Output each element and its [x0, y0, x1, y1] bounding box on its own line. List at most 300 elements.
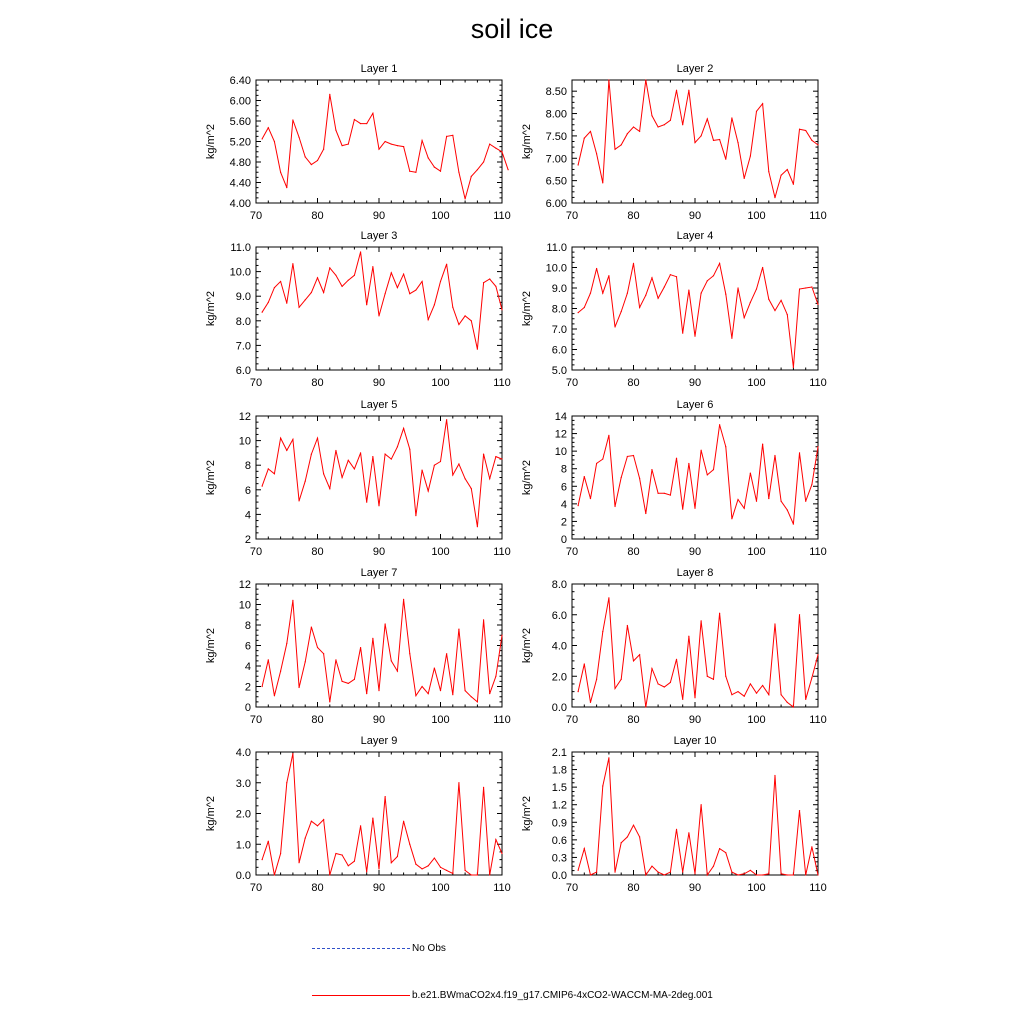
panel-title: Layer 6 — [676, 399, 714, 411]
data-point — [458, 782, 459, 783]
data-point — [403, 146, 404, 147]
data-point — [664, 874, 665, 875]
data-point — [707, 874, 708, 875]
y-tick-label: 6.40 — [229, 75, 251, 87]
data-point — [354, 679, 355, 680]
y-tick-label: 2 — [244, 681, 251, 694]
data-point — [458, 324, 459, 325]
data-point — [578, 164, 579, 165]
data-point — [415, 172, 416, 173]
data-point — [768, 171, 769, 172]
y-tick-label: 4.40 — [229, 177, 251, 190]
data-point — [421, 140, 422, 141]
data-point — [378, 868, 379, 869]
x-tick-label: 100 — [431, 210, 450, 222]
x-tick-label: 110 — [809, 377, 827, 389]
series-line — [262, 420, 502, 527]
data-point — [701, 293, 702, 294]
panel-layer-7 — [205, 567, 511, 726]
data-point — [750, 683, 751, 684]
x-tick-label: 80 — [311, 714, 324, 726]
plot-frame — [256, 80, 502, 203]
data-point — [268, 302, 269, 303]
data-point — [682, 699, 683, 700]
y-tick-label: 8 — [560, 463, 567, 476]
data-point — [799, 810, 800, 811]
x-tick-label: 90 — [372, 546, 386, 558]
y-tick-label: 3.0 — [235, 777, 251, 790]
data-point — [596, 871, 597, 872]
data-point — [495, 839, 496, 840]
data-point — [682, 333, 683, 334]
data-point — [465, 870, 466, 871]
x-tick-label: 110 — [493, 377, 511, 389]
y-tick-label: 1.5 — [551, 782, 567, 795]
legend-model — [312, 990, 713, 1001]
data-point — [670, 274, 671, 275]
data-point — [781, 300, 782, 301]
data-point — [805, 699, 806, 700]
data-point — [713, 140, 714, 141]
x-tick-label: 70 — [249, 546, 263, 558]
data-point — [280, 853, 281, 854]
data-point — [768, 299, 769, 300]
data-point — [280, 438, 281, 439]
data-point — [670, 682, 671, 683]
data-point — [495, 676, 496, 677]
data-point — [329, 488, 330, 489]
data-point — [799, 288, 800, 289]
data-point — [701, 450, 702, 451]
data-point — [391, 143, 392, 144]
y-tick-label: 6 — [244, 640, 251, 653]
x-tick-label: 70 — [249, 210, 263, 222]
data-point — [639, 654, 640, 655]
data-point — [274, 874, 275, 875]
y-tick-label: 10.0 — [229, 266, 251, 279]
x-tick-label: 90 — [372, 377, 386, 389]
data-point — [750, 155, 751, 156]
data-point — [372, 638, 373, 639]
data-point — [483, 619, 484, 620]
data-point — [366, 871, 367, 872]
data-point — [811, 484, 812, 485]
data-point — [768, 873, 769, 874]
legend-solid-line-icon — [312, 995, 410, 996]
series-line — [578, 80, 818, 198]
x-tick-label: 90 — [372, 210, 386, 222]
y-tick-label: 1.8 — [551, 764, 567, 777]
x-tick-label: 90 — [688, 714, 702, 726]
data-point — [403, 599, 404, 600]
data-point — [725, 852, 726, 853]
panel-layer-10 — [521, 735, 827, 894]
data-point — [719, 613, 720, 614]
data-point — [627, 133, 628, 134]
data-point — [446, 653, 447, 654]
data-point — [471, 874, 472, 875]
data-point — [621, 842, 622, 843]
y-tick-label: 14 — [554, 411, 567, 423]
data-point — [658, 126, 659, 127]
data-point — [268, 659, 269, 660]
data-point — [366, 304, 367, 305]
panel-title: Layer 7 — [360, 567, 398, 579]
data-point — [670, 120, 671, 121]
data-point — [651, 866, 652, 867]
data-point — [317, 647, 318, 648]
data-point — [317, 438, 318, 439]
data-point — [811, 140, 812, 141]
plot-frame — [572, 416, 818, 539]
data-point — [428, 157, 429, 158]
data-point — [305, 838, 306, 839]
data-point — [311, 164, 312, 165]
data-point — [360, 123, 361, 124]
panel-title: Layer 3 — [360, 230, 398, 242]
data-point — [483, 282, 484, 283]
data-point — [428, 319, 429, 320]
data-point — [725, 446, 726, 447]
data-point — [614, 506, 615, 507]
data-point — [465, 690, 466, 691]
y-tick-label: 2 — [560, 516, 567, 529]
data-point — [323, 653, 324, 654]
data-point — [329, 701, 330, 702]
x-tick-label: 70 — [565, 714, 579, 726]
data-point — [286, 187, 287, 188]
series-line — [262, 754, 502, 876]
x-tick-label: 70 — [249, 714, 263, 726]
chart-main-title: soil ice — [470, 14, 554, 44]
data-point — [694, 508, 695, 509]
y-tick-label: 0.0 — [551, 870, 567, 882]
y-tick-label: 6.0 — [551, 344, 567, 357]
data-point — [664, 686, 665, 687]
data-point — [298, 137, 299, 138]
data-point — [584, 663, 585, 664]
y-tick-label: 7.0 — [235, 340, 251, 353]
data-point — [434, 667, 435, 668]
data-point — [676, 659, 677, 660]
data-point — [452, 307, 453, 308]
data-point — [744, 178, 745, 179]
data-point — [805, 287, 806, 288]
data-point — [471, 488, 472, 489]
data-point — [633, 126, 634, 127]
data-point — [670, 871, 671, 872]
data-point — [280, 281, 281, 282]
y-tick-label: 7.00 — [545, 153, 567, 166]
data-point — [354, 861, 355, 862]
data-point — [787, 169, 788, 170]
data-point — [750, 302, 751, 303]
data-point — [811, 677, 812, 678]
data-point — [793, 874, 794, 875]
data-point — [639, 131, 640, 132]
data-point — [756, 874, 757, 875]
data-point — [403, 821, 404, 822]
data-point — [707, 474, 708, 475]
data-point — [590, 131, 591, 132]
data-point — [342, 145, 343, 146]
data-point — [645, 79, 646, 80]
data-point — [596, 679, 597, 680]
data-point — [305, 299, 306, 300]
data-point — [590, 498, 591, 499]
data-point — [323, 473, 324, 474]
x-tick-label: 100 — [747, 714, 766, 726]
data-point — [440, 171, 441, 172]
data-point — [750, 870, 751, 871]
data-point — [614, 871, 615, 872]
data-point — [335, 450, 336, 451]
y-tick-label: 10 — [238, 599, 251, 612]
x-tick-label: 80 — [627, 210, 640, 222]
data-point — [391, 458, 392, 459]
data-point — [483, 454, 484, 455]
data-point — [323, 149, 324, 150]
y-tick-label: 4.0 — [235, 747, 251, 759]
data-point — [360, 647, 361, 648]
data-point — [694, 873, 695, 874]
data-point — [415, 864, 416, 865]
panel-layer-1 — [205, 63, 511, 222]
data-point — [664, 493, 665, 494]
x-tick-label: 90 — [688, 882, 702, 894]
data-point — [645, 513, 646, 514]
x-tick-label: 80 — [627, 377, 640, 389]
data-point — [360, 251, 361, 252]
data-point — [274, 695, 275, 696]
panel-layer-2 — [521, 63, 827, 222]
y-tick-label: 2 — [244, 534, 251, 546]
data-point — [645, 706, 646, 707]
data-point — [311, 821, 312, 822]
data-point — [787, 314, 788, 315]
x-tick-label: 110 — [493, 714, 511, 726]
data-point — [477, 701, 478, 702]
data-point — [719, 139, 720, 140]
y-tick-label: 4.00 — [229, 198, 251, 210]
data-point — [458, 172, 459, 173]
data-point — [323, 819, 324, 820]
y-tick-label: 4 — [560, 498, 567, 511]
data-point — [348, 143, 349, 144]
y-tick-label: 4.0 — [551, 640, 567, 653]
data-point — [280, 671, 281, 672]
x-tick-label: 90 — [372, 882, 386, 894]
data-point — [744, 873, 745, 874]
data-point — [409, 449, 410, 450]
data-point — [676, 276, 677, 277]
data-point — [774, 455, 775, 456]
data-point — [658, 493, 659, 494]
data-point — [268, 468, 269, 469]
data-point — [633, 263, 634, 264]
data-point — [731, 694, 732, 695]
data-point — [465, 198, 466, 199]
y-axis-label: kg/m^2 — [521, 123, 533, 160]
data-point — [385, 623, 386, 624]
data-point — [602, 293, 603, 294]
data-point — [713, 679, 714, 680]
data-point — [633, 825, 634, 826]
data-point — [713, 866, 714, 867]
data-point — [471, 320, 472, 321]
data-point — [578, 870, 579, 871]
data-point — [633, 455, 634, 456]
data-point — [458, 629, 459, 630]
data-point — [378, 690, 379, 691]
data-point — [707, 280, 708, 281]
data-point — [415, 695, 416, 696]
x-tick-label: 70 — [249, 377, 263, 389]
data-point — [286, 302, 287, 303]
data-point — [329, 94, 330, 95]
y-tick-label: 0.0 — [551, 702, 567, 714]
data-point — [811, 286, 812, 287]
data-point — [489, 478, 490, 479]
data-point — [434, 167, 435, 168]
data-point — [799, 614, 800, 615]
data-point — [627, 625, 628, 626]
y-tick-label: 6.00 — [229, 95, 251, 108]
y-tick-label: 2.0 — [551, 671, 567, 684]
data-point — [578, 505, 579, 506]
data-point — [397, 856, 398, 857]
data-point — [664, 286, 665, 287]
data-point — [317, 825, 318, 826]
panel-layer-4 — [521, 230, 827, 389]
data-point — [403, 428, 404, 429]
y-tick-label: 10 — [238, 435, 251, 448]
data-point — [799, 129, 800, 130]
data-point — [793, 367, 794, 368]
data-point — [817, 874, 818, 875]
data-point — [262, 138, 263, 139]
panel-title: Layer 5 — [360, 399, 398, 411]
data-point — [489, 278, 490, 279]
data-point — [713, 469, 714, 470]
data-point — [268, 127, 269, 128]
y-tick-label: 8 — [244, 460, 251, 473]
y-tick-label: 6 — [244, 484, 251, 497]
x-tick-label: 100 — [431, 377, 450, 389]
data-point — [627, 456, 628, 457]
y-tick-label: 8.50 — [545, 86, 567, 99]
data-point — [329, 267, 330, 268]
data-point — [578, 312, 579, 313]
y-axis-label: kg/m^2 — [205, 627, 217, 664]
data-point — [458, 463, 459, 464]
data-point — [774, 775, 775, 776]
y-tick-label: 8.0 — [551, 303, 567, 316]
data-point — [590, 293, 591, 294]
data-point — [793, 523, 794, 524]
plot-frame — [572, 247, 818, 370]
y-tick-label: 0 — [244, 702, 251, 714]
data-point — [378, 149, 379, 150]
data-point — [621, 311, 622, 312]
data-point — [762, 444, 763, 445]
y-tick-label: 12 — [238, 579, 251, 591]
data-point — [421, 868, 422, 869]
data-point — [676, 458, 677, 459]
data-point — [471, 176, 472, 177]
y-tick-label: 5.60 — [229, 116, 251, 128]
data-point — [707, 676, 708, 677]
data-point — [317, 160, 318, 161]
x-tick-label: 100 — [747, 546, 766, 558]
legend-dashed-line-icon — [312, 948, 410, 949]
y-tick-label: 2.0 — [235, 808, 251, 821]
data-point — [391, 272, 392, 273]
data-point — [501, 309, 502, 310]
data-point — [793, 706, 794, 707]
data-point — [428, 490, 429, 491]
data-point — [298, 500, 299, 501]
data-point — [756, 111, 757, 112]
data-point — [781, 501, 782, 502]
data-point — [614, 326, 615, 327]
x-tick-label: 110 — [809, 714, 827, 726]
data-point — [483, 161, 484, 162]
data-point — [621, 679, 622, 680]
data-point — [701, 804, 702, 805]
y-axis-label: kg/m^2 — [521, 290, 533, 327]
y-tick-label: 1.0 — [235, 839, 251, 852]
data-point — [335, 659, 336, 660]
y-tick-label: 0.6 — [551, 834, 567, 847]
data-point — [737, 287, 738, 288]
data-point — [805, 501, 806, 502]
data-point — [602, 631, 603, 632]
data-point — [701, 135, 702, 136]
data-point — [750, 473, 751, 474]
data-point — [608, 757, 609, 758]
data-point — [434, 465, 435, 466]
data-point — [701, 620, 702, 621]
data-point — [311, 292, 312, 293]
y-axis-label: kg/m^2 — [205, 290, 217, 327]
data-point — [731, 117, 732, 118]
data-point — [335, 853, 336, 854]
x-tick-label: 90 — [372, 714, 386, 726]
data-point — [805, 130, 806, 131]
x-tick-label: 80 — [627, 882, 640, 894]
data-point — [348, 460, 349, 461]
data-point — [286, 450, 287, 451]
data-point — [737, 499, 738, 500]
series-line — [578, 758, 818, 875]
data-point — [385, 141, 386, 142]
x-tick-label: 90 — [688, 377, 702, 389]
x-tick-label: 100 — [431, 546, 450, 558]
x-tick-label: 70 — [565, 882, 579, 894]
data-point — [477, 169, 478, 170]
data-point — [627, 293, 628, 294]
y-tick-label: 4.80 — [229, 157, 251, 169]
data-point — [452, 474, 453, 475]
data-point — [409, 844, 410, 845]
data-point — [737, 691, 738, 692]
data-point — [391, 862, 392, 863]
data-point — [465, 478, 466, 479]
y-tick-label: 8 — [244, 620, 251, 632]
data-point — [608, 275, 609, 276]
data-point — [501, 151, 502, 152]
